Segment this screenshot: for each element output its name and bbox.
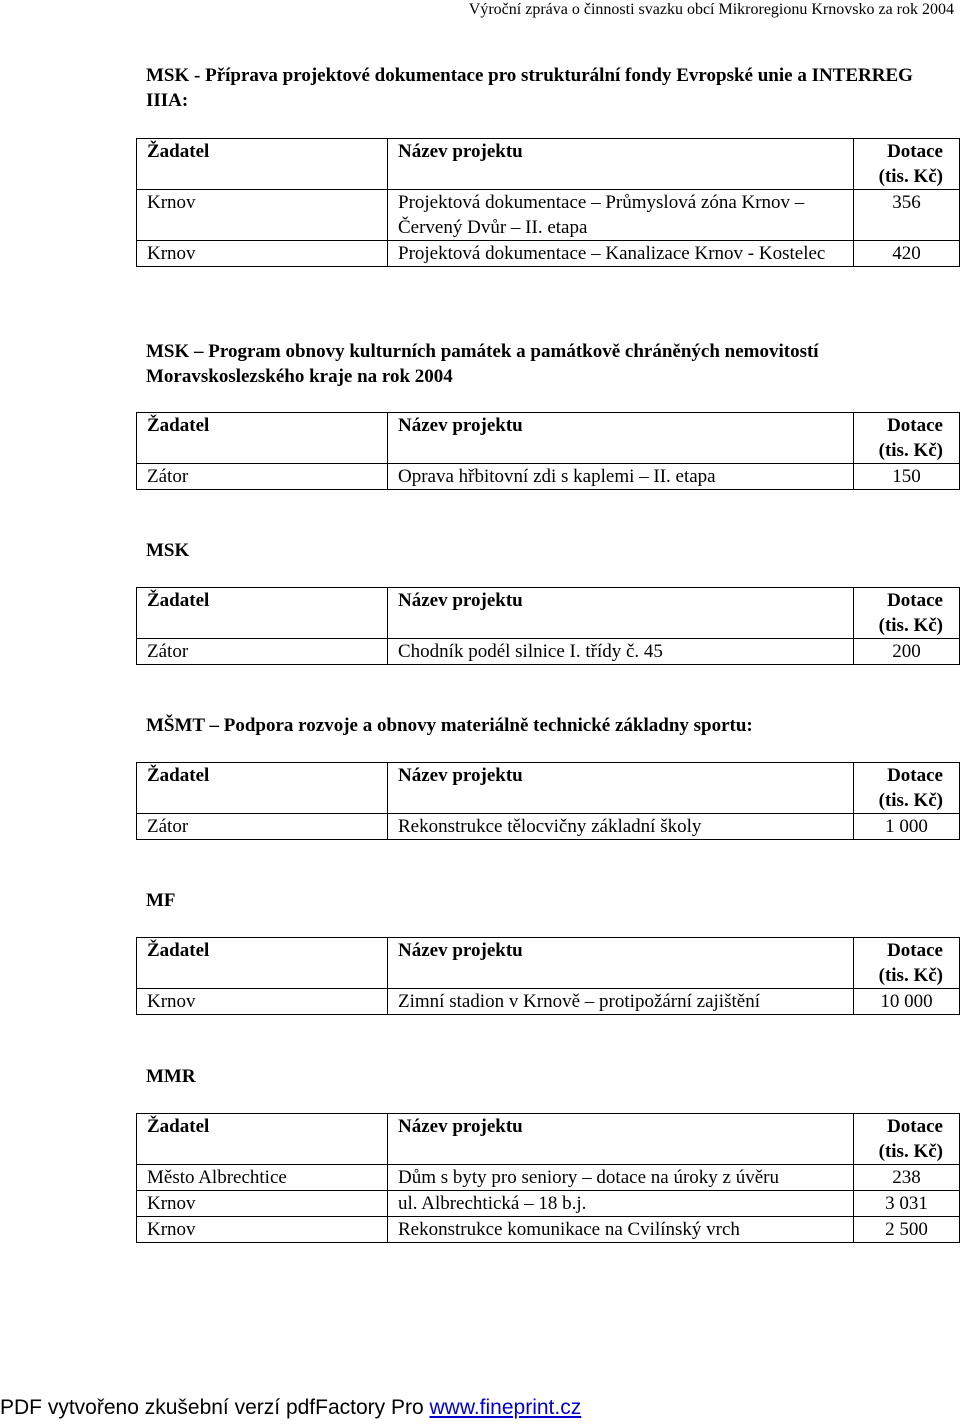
running-header: Výroční zpráva o činnosti svazku obcí Mikroregionu Krnovsko za rok 2004 <box>468 1 954 18</box>
grants-table <box>136 1113 960 1243</box>
cell-grant: 10 000 <box>854 989 960 1015</box>
footer-text: PDF vytvořeno zkušební verzí pdfFactory Pro <box>0 1396 430 1419</box>
cell-project: Oprava hřbitovní zdi s kaplemi – II. etapa <box>388 464 854 490</box>
table-row <box>137 639 960 665</box>
pdf-footer <box>0 1396 960 1420</box>
section-msk-monuments <box>136 339 959 490</box>
table-header-row <box>137 413 960 464</box>
col-header-grant: Dotace (tis. Kč) <box>854 588 960 639</box>
section-mf <box>136 888 959 1015</box>
cell-applicant: Krnov <box>137 190 388 241</box>
cell-grant: 356 <box>854 190 960 241</box>
col-header-project: Název projektu <box>388 763 854 814</box>
table-row <box>137 989 960 1015</box>
cell-applicant: Zátor <box>137 464 388 490</box>
table-header-row <box>137 763 960 814</box>
col-header-project: Název projektu <box>388 938 854 989</box>
section-title: MF <box>146 890 176 911</box>
table-header-row <box>137 588 960 639</box>
table-row <box>137 190 960 241</box>
grants-table <box>136 762 960 840</box>
cell-applicant: Krnov <box>137 241 388 267</box>
col-header-grant: Dotace (tis. Kč) <box>854 139 960 190</box>
cell-applicant: Město Albrechtice <box>137 1165 388 1191</box>
table-row <box>137 1165 960 1191</box>
grants-table <box>136 937 960 1015</box>
section-msk <box>136 538 959 665</box>
cell-project: Rekonstrukce tělocvičny základní školy <box>388 814 854 840</box>
section-title: MMR <box>146 1066 196 1087</box>
cell-project: Projektová dokumentace – Průmyslová zóna Krnov – Červený Dvůr – II. etapa <box>388 190 854 241</box>
col-header-project: Název projektu <box>388 413 854 464</box>
table-row <box>137 814 960 840</box>
cell-grant: 420 <box>854 241 960 267</box>
table-header-row <box>137 938 960 989</box>
cell-applicant: Zátor <box>137 814 388 840</box>
col-header-project: Název projektu <box>388 1114 854 1165</box>
cell-applicant: Krnov <box>137 1191 388 1217</box>
table-row <box>137 241 960 267</box>
col-header-project: Název projektu <box>388 588 854 639</box>
cell-applicant: Krnov <box>137 1217 388 1243</box>
table-row <box>137 464 960 490</box>
col-header-applicant: Žadatel <box>137 413 388 464</box>
section-msmt-sport <box>136 713 959 840</box>
cell-grant: 238 <box>854 1165 960 1191</box>
col-header-applicant: Žadatel <box>137 763 388 814</box>
cell-grant: 1 000 <box>854 814 960 840</box>
cell-project: Zimní stadion v Krnově – protipožární zajištění <box>388 989 854 1015</box>
grants-table <box>136 138 960 267</box>
cell-grant: 3 031 <box>854 1191 960 1217</box>
cell-grant: 150 <box>854 464 960 490</box>
cell-applicant: Krnov <box>137 989 388 1015</box>
table-header-row <box>137 1114 960 1165</box>
table-header-row <box>137 139 960 190</box>
col-header-grant: Dotace (tis. Kč) <box>854 763 960 814</box>
grants-table <box>136 412 960 490</box>
cell-applicant: Zátor <box>137 639 388 665</box>
col-header-grant: Dotace (tis. Kč) <box>854 938 960 989</box>
table-row <box>137 1191 960 1217</box>
col-header-applicant: Žadatel <box>137 588 388 639</box>
footer-link[interactable]: www.fineprint.cz <box>429 1396 582 1419</box>
section-title: MSK - Příprava projektové dokumentace pro strukturální fondy Evropské unie a INTERREG IIIA: <box>146 65 913 111</box>
col-header-grant: Dotace (tis. Kč) <box>854 1114 960 1165</box>
cell-grant: 2 500 <box>854 1217 960 1243</box>
col-header-applicant: Žadatel <box>137 139 388 190</box>
section-title: MŠMT – Podpora rozvoje a obnovy materiálně technické základny sportu: <box>146 715 753 736</box>
cell-project: Rekonstrukce komunikace na Cvilínský vrch <box>388 1217 854 1243</box>
section-msk-structural-funds <box>136 63 959 267</box>
grants-table <box>136 587 960 665</box>
table-row <box>137 1217 960 1243</box>
cell-project: Projektová dokumentace – Kanalizace Krnov - Kostelec <box>388 241 854 267</box>
cell-project: ul. Albrechtická – 18 b.j. <box>388 1191 854 1217</box>
section-title: MSK – Program obnovy kulturních památek a památkově chráněných nemovitostí Moravskoslezského kraje na rok 2004 <box>146 341 819 387</box>
col-header-grant: Dotace (tis. Kč) <box>854 413 960 464</box>
col-header-applicant: Žadatel <box>137 938 388 989</box>
section-mmr <box>136 1064 959 1243</box>
col-header-applicant: Žadatel <box>137 1114 388 1165</box>
cell-project: Chodník podél silnice I. třídy č. 45 <box>388 639 854 665</box>
cell-project: Dům s byty pro seniory – dotace na úroky z úvěru <box>388 1165 854 1191</box>
section-title: MSK <box>146 540 190 561</box>
cell-grant: 200 <box>854 639 960 665</box>
col-header-project: Název projektu <box>388 139 854 190</box>
